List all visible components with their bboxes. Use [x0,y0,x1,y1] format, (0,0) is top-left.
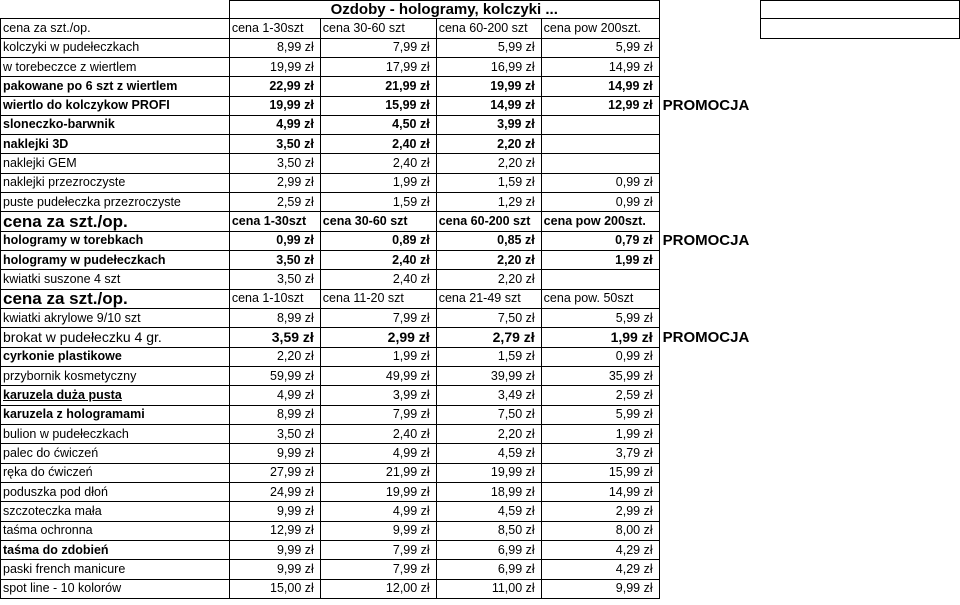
price-cell: 14,99 zł [541,57,659,76]
product-name: cyrkonie plastikowe [1,347,230,366]
price-cell: 17,99 zł [320,57,436,76]
promo-label [659,541,760,560]
product-name: kolczyki w pudełeczkach [1,38,230,57]
price-cell: 4,99 zł [229,386,320,405]
price-cell: 9,99 zł [229,560,320,579]
price-cell: 1,99 zł [541,328,659,347]
table-row [1,328,960,347]
promo-label [659,444,760,463]
price-cell: 2,59 zł [229,193,320,212]
price-cell: 7,99 zł [320,405,436,424]
price-cell: 4,99 zł [229,115,320,134]
product-name: naklejki przezroczyste [1,173,230,192]
price-cell: 1,59 zł [436,347,541,366]
price-cell: 27,99 zł [229,463,320,482]
price-cell: 5,99 zł [541,405,659,424]
promo-label: PROMOCJA [662,329,750,347]
promo-label [659,38,760,57]
promo-label [659,135,760,154]
promo-label [659,560,760,579]
price-cell: 2,40 zł [320,425,436,444]
column-header: cena 11-20 szt [320,289,436,308]
price-cell: 3,99 zł [436,115,541,134]
price-cell: 19,99 zł [436,77,541,96]
table-row [1,463,960,482]
promo-label [659,425,760,444]
promo-label [659,77,760,96]
product-name: bulion w pudełeczkach [1,425,230,444]
price-cell: 3,50 zł [229,135,320,154]
promo-label [659,212,760,231]
product-name: puste pudełeczka przezroczyste [1,193,230,212]
price-cell: 8,99 zł [229,309,320,328]
price-cell: 2,99 zł [229,173,320,192]
price-cell: 2,59 zł [541,386,659,405]
price-cell: 24,99 zł [229,483,320,502]
price-cell: 5,99 zł [541,38,659,57]
price-cell: 21,99 zł [320,77,436,96]
table-row [1,425,960,444]
table-row [1,173,960,192]
table-row [1,38,960,57]
promo-label [659,154,760,173]
column-header: cena 60-200 szt [436,212,541,231]
table-row [1,154,960,173]
promo-label [659,115,760,134]
promo-label [659,579,760,598]
promo-label [659,19,760,38]
table-row [1,57,960,76]
table-row [1,115,960,134]
column-header: cena 21-49 szt [436,289,541,308]
price-cell [541,135,659,154]
price-cell: 4,29 zł [541,541,659,560]
price-cell: 12,00 zł [320,579,436,598]
table-row [1,135,960,154]
price-cell: 0,85 zł [436,231,541,250]
table-row [1,444,960,463]
price-cell: 0,99 zł [541,193,659,212]
promo-label [659,309,760,328]
price-cell: 3,50 zł [229,154,320,173]
price-cell: 9,99 zł [541,579,659,598]
product-name: sloneczko-barwnik [1,115,230,134]
price-cell: 35,99 zł [541,367,659,386]
price-cell: 1,59 zł [436,173,541,192]
price-cell: 16,99 zł [436,57,541,76]
price-cell: 4,99 zł [320,502,436,521]
price-cell: 4,50 zł [320,115,436,134]
price-cell: 0,99 zł [541,173,659,192]
table-row [1,77,960,96]
table-row [1,386,960,405]
product-name: brokat w pudełeczku 4 gr. [1,328,230,347]
price-cell: 19,99 zł [436,463,541,482]
table-row [1,367,960,386]
product-name: naklejki GEM [1,154,230,173]
price-cell: 9,99 zł [229,541,320,560]
product-name: hologramy w torebkach [1,231,230,250]
price-cell: 49,99 zł [320,367,436,386]
promo-label [659,521,760,540]
sheet-title: Ozdoby - hologramy, kolczyki ... [229,1,659,19]
table-row [1,231,960,250]
price-cell: 2,40 zł [320,135,436,154]
promo-label [659,193,760,212]
price-cell: 2,20 zł [436,154,541,173]
price-cell: 18,99 zł [436,483,541,502]
price-cell: 22,99 zł [229,77,320,96]
price-cell: 8,99 zł [229,405,320,424]
product-name: kwiatki suszone 4 szt [1,270,230,289]
table-row [1,96,960,115]
column-header: cena za szt./op. [1,19,230,38]
price-cell: 15,00 zł [229,579,320,598]
promo-label [659,463,760,482]
price-cell: 11,00 zł [436,579,541,598]
price-cell: 2,79 zł [436,328,541,347]
price-cell [541,115,659,134]
promo-label [659,483,760,502]
price-cell: 7,99 zł [320,560,436,579]
column-header: cena 60-200 szt [436,19,541,38]
product-name: poduszka pod dłoń [1,483,230,502]
price-cell: 5,99 zł [541,309,659,328]
price-cell: 1,59 zł [320,193,436,212]
price-cell: 9,99 zł [229,502,320,521]
promo-label [659,173,760,192]
price-cell: 3,59 zł [229,328,320,347]
column-header: cena pow 200szt. [541,212,659,231]
price-cell: 2,20 zł [436,251,541,270]
price-cell: 5,99 zł [436,38,541,57]
product-name: pakowane po 6 szt z wiertlem [1,77,230,96]
price-cell: 8,50 zł [436,521,541,540]
price-cell: 14,99 zł [541,77,659,96]
price-cell: 7,50 zł [436,405,541,424]
price-cell: 9,99 zł [320,521,436,540]
table-row [1,521,960,540]
price-cell: 2,20 zł [436,425,541,444]
product-name: karuzela z hologramami [1,405,230,424]
product-name: przybornik kosmetyczny [1,367,230,386]
table-row [1,251,960,270]
price-cell: 8,00 zł [541,521,659,540]
price-cell: 4,29 zł [541,560,659,579]
product-name: paski french manicure [1,560,230,579]
price-cell: 3,50 zł [229,270,320,289]
price-cell: 0,99 zł [229,231,320,250]
price-cell: 19,99 zł [229,96,320,115]
product-name: karuzela duża pusta [1,386,230,405]
price-cell: 1,99 zł [320,347,436,366]
promo-label [659,251,760,270]
price-cell: 3,49 zł [436,386,541,405]
price-cell: 59,99 zł [229,367,320,386]
price-cell: 14,99 zł [436,96,541,115]
column-header: cena 30-60 szt [320,19,436,38]
price-cell: 9,99 zł [229,444,320,463]
price-cell [541,270,659,289]
price-cell: 19,99 zł [229,57,320,76]
price-cell: 3,79 zł [541,444,659,463]
price-cell: 4,99 zł [320,444,436,463]
product-name: w torebeczce z wiertlem [1,57,230,76]
table-row [1,270,960,289]
table-row [1,347,960,366]
price-cell: 2,40 zł [320,270,436,289]
promo-label [659,502,760,521]
price-cell: 2,99 zł [541,502,659,521]
price-cell: 1,99 zł [320,173,436,192]
price-cell: 2,40 zł [320,154,436,173]
promo-label [659,386,760,405]
product-name: taśma ochronna [1,521,230,540]
price-cell: 0,99 zł [541,347,659,366]
column-header: cena 1-10szt [229,289,320,308]
column-header: cena 1-30szt [229,212,320,231]
price-cell: 12,99 zł [541,96,659,115]
table-row [1,193,960,212]
price-cell: 4,59 zł [436,444,541,463]
table-row [1,541,960,560]
price-cell: 3,50 zł [229,251,320,270]
price-cell: 6,99 zł [436,560,541,579]
price-cell: 7,99 zł [320,541,436,560]
price-cell: 14,99 zł [541,483,659,502]
table-row [1,405,960,424]
product-name: naklejki 3D [1,135,230,154]
price-cell: 1,99 zł [541,251,659,270]
price-cell: 0,89 zł [320,231,436,250]
price-cell [541,154,659,173]
price-cell: 3,99 zł [320,386,436,405]
price-cell: 4,59 zł [436,502,541,521]
price-cell: 7,99 zł [320,309,436,328]
product-name: palec do ćwiczeń [1,444,230,463]
column-header: cena 30-60 szt [320,212,436,231]
table-row [1,483,960,502]
price-cell: 2,99 zł [320,328,436,347]
column-header: cena pow 200szt. [541,19,659,38]
price-cell: 2,20 zł [436,270,541,289]
product-name: wiertlo do kolczykow PROFI [1,96,230,115]
promo-label: PROMOCJA [662,97,750,115]
price-cell: 7,99 zł [320,38,436,57]
product-name: hologramy w pudełeczkach [1,251,230,270]
product-name: ręka do ćwiczeń [1,463,230,482]
promo-label [659,289,760,308]
table-row [1,212,960,231]
promo-label [659,405,760,424]
column-header: cena pow. 50szt [541,289,659,308]
price-cell: 19,99 zł [320,483,436,502]
promo-label [659,347,760,366]
product-name: szczoteczka mała [1,502,230,521]
promo-label [659,57,760,76]
product-name: taśma do zdobień [1,541,230,560]
table-row [1,309,960,328]
price-cell: 15,99 zł [320,96,436,115]
price-cell: 12,99 zł [229,521,320,540]
promo-label [659,270,760,289]
price-cell: 15,99 zł [541,463,659,482]
table-row [1,579,960,598]
price-cell: 2,40 zł [320,251,436,270]
table-row [1,19,960,38]
product-name: spot line - 10 kolorów [1,579,230,598]
price-cell: 39,99 zł [436,367,541,386]
price-cell: 3,50 zł [229,425,320,444]
column-header: cena za szt./op. [1,212,230,231]
price-cell: 1,99 zł [541,425,659,444]
promo-label: PROMOCJA [662,232,750,250]
price-cell: 7,50 zł [436,309,541,328]
table-row [1,560,960,579]
column-header: cena za szt./op. [1,289,230,308]
column-header: cena 1-30szt [229,19,320,38]
price-cell: 2,20 zł [436,135,541,154]
promo-label [659,367,760,386]
price-cell: 1,29 zł [436,193,541,212]
product-name: kwiatki akrylowe 9/10 szt [1,309,230,328]
table-row [1,289,960,308]
price-cell: 21,99 zł [320,463,436,482]
price-cell: 8,99 zł [229,38,320,57]
price-cell: 0,79 zł [541,231,659,250]
price-cell: 6,99 zł [436,541,541,560]
price-cell: 2,20 zł [229,347,320,366]
table-row [1,502,960,521]
